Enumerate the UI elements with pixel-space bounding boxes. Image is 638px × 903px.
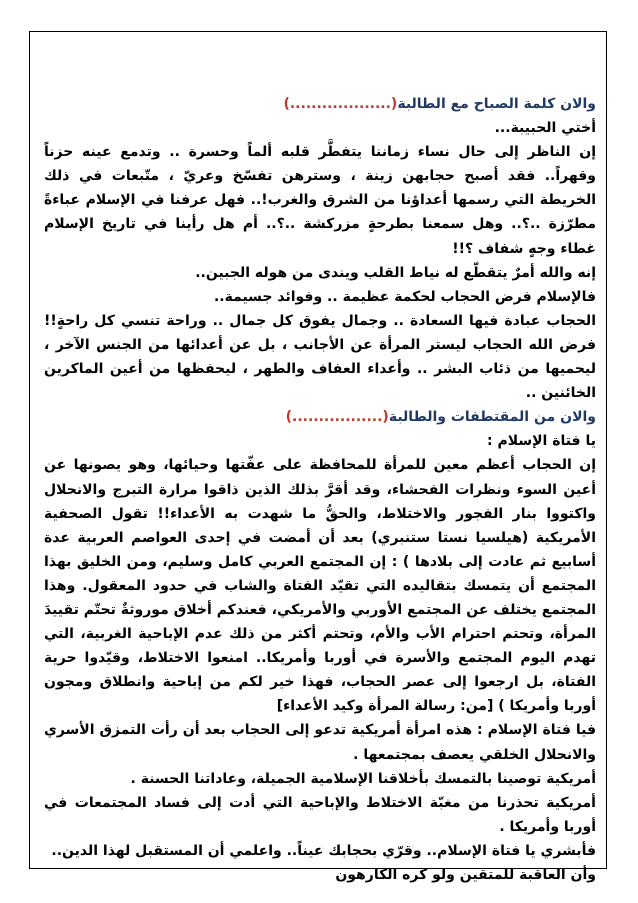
section2-paragraph4: أمريكية تحذرنا من مغبّة الاختلاط والإباحية التي أدت إلى فساد المجتمعات في أوربا وأمريكا . [44, 794, 596, 835]
section1-paragraph: إن الناظر إلى حال نساء زماننا يتفطَّر قلبه ألماً وحسرة .. وتدمع عينه حزناً وقهراً.. فقد أصبح حجابهن زينة ، وسترهن تفسّخ وعريّ ، متّبعات في ذلك الخريطة التي رسمها أعداؤنا من الشرق والغرب!.. فهل عرفنا في الإسلام عباءةً مطرّزة ..؟.. وهل سمعنا بطرحةٍ مزركشة ..؟.. أم هل رأينا في تاريخ الإسلام غطاء وجهٍ شفاف ؟!! [44, 144, 596, 257]
student-name-blank-2: (.................) [285, 409, 389, 426]
closing-line2: وأن العاقبة للمتقين ولو كره الكارهون [335, 867, 596, 883]
section1-greeting: أختي الحبيبة... [494, 120, 596, 137]
section1-line3: فالإسلام فرض الحجاب لحكمة عظيمة .. وفوائد جسيمة.. [213, 288, 596, 305]
document-body [44, 92, 596, 887]
closing-line1: فأبشري يا فتاة الإسلام.. وقرّي بحجابك عيناً.. واعلمي أن المستقبل لهذا الدين.. [51, 842, 596, 859]
section2-paragraph: إن الحجاب أعظم معين للمرأة للمحافظة على عفّتها وحيائها، وهو يصونها عن أعين السوء ونظرات الفحشاء، وقد أقرَّ بذلك الذين ذاقوا مرارة التبرج والانحلال واكتووا بنار الفجور والاختلاط، والحقُّ ما شهدت به الأعداء!! تقول الصحفية الأمريكية (هيلسيا نستا ستنبري) بعد أن أمضت في إحدى العواصم العربية عدة أسابيع ثم عادت إلى بلادها ) : إن المجتمع العربي كامل وسليم، ومن الخليق بهذا المجتمع أن يتمسك بتقاليده التي تقيّد الفتاة والشاب في حدود المعقول. وهذا المجتمع يختلف عن المجتمع الأوربي والأمريكي، فعندكم أخلاق موروثةٌ تحتّم تقييدَ المرأة، وتحتم احترام الأب والأم، وتحتم أكثر من ذلك عدم الإباحية الغربية، التي تهدم اليوم المجتمع والأسرة في أوربا وأمريكا.. امنعوا الاختلاط، وقيّدوا حرية الفتاة، بل ارجعوا إلى عصر الحجاب، فهذا خير لكم من إباحية وانطلاق ومجون أوربا وأمريكا ) [من: رسالة المرأة وكيد الأعداء] [44, 457, 596, 715]
section2-paragraph3: أمريكية توصينا بالتمسك بأخلاقنا الإسلامية الجميلة، وعاداتنا الحسنة . [130, 770, 596, 787]
section2-greeting: يا فتاة الإسلام : [486, 433, 596, 450]
section2-heading [44, 405, 596, 429]
excerpts-title: والان من المقتطفات والطالبة [388, 409, 596, 426]
section1-paragraph2: الحجاب عبادة فيها السعادة .. وجمال يفوق كل جمال .. وراحة تنسي كل راحةٍ!! فرض الله الحجاب ليستر المرأة عن الأجانب ، بل عن أعدائها من الجنس الآخر ، ليحميها من ذئاب البشر .. وأعداء العفاف والطهر ، ليحفظها من أعين الماكرين الخائنين .. [44, 312, 596, 402]
section1-heading [44, 92, 596, 116]
morning-word-title: والان كلمة الصباح مع الطالبة [397, 96, 596, 112]
section2-paragraph2: فيا فتاة الإسلام : هذه امرأة أمريكية تدعو إلى الحجاب بعد أن رأت التمزق الأسري والانحلال الخلقي يعصف بمجتمعها . [44, 722, 596, 763]
student-name-blank: (...................) [283, 96, 398, 112]
section1-line2: إنه والله أمرٌ يتقطّع له نياط القلب ويندى من هوله الجبين.. [195, 264, 596, 281]
